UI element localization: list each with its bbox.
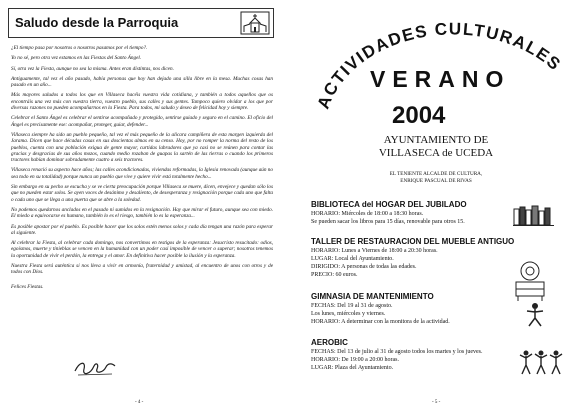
section-line: HORARIO: Miércoles de 18:00 a 18:30 horas. (311, 211, 424, 217)
section-line: Se pueden sacar los libros para 15 días, renovable para otros 15. (311, 219, 465, 225)
section-title: GIMNASIA DE MANTENIMIENTO (311, 292, 434, 301)
letter-paragraph: Villaseca siempre ha sido un pueblo pequeño, tal vez el más pequeño de la alicara campiñera de esta margen izquierda del Jarama. Dicen que hace décadas casas en sus doscientas almas en su censo. Hoy, por no romper la norma del resto de los pueblos, cuenta con una población exigua de gente mayor, curtidas labradores que ya casi no se reúnen para contar las gracias y desgracias de sus años mozos, cuando medio rozaban de guapas la sartén de las tierras o cuando los primeros tractores habían dominar sobradamente cuatro a seis tractores. (11, 131, 273, 164)
letter-paragraph: Sí, otra vez la Fiesta, aunque no sea la misma. Antes eran distintas, nos dicen. (11, 65, 174, 72)
section-line: FECHAS: Del 19 al 31 de agosto. (311, 303, 393, 309)
greeting-header (8, 8, 274, 38)
letter-body (11, 45, 273, 294)
section-title: AEROBIC (311, 338, 348, 347)
section-line: FECHAS: Del 13 de julio al 31 de agosto todos los martes y los jueves. (311, 349, 483, 355)
season-title: VERANO (370, 66, 511, 92)
antique-furniture-icon (512, 260, 548, 302)
section-title: TALLER DE RESTAURACION DEL MUEBLE ANTIGUO (311, 237, 515, 246)
section-biblioteca (311, 200, 467, 226)
section-line: HORARIO: De 19:00 a 20:00 horas. (311, 357, 399, 363)
letter-paragraph: Villaseca renació su aspecto hace años; las calles acondicionadas, viviendas reformadas, la Iglesia renovada (aunque aún no sea todo en su totalidad) porque nunca un pueblo que vive y quiere vivir está totalmente hecho... (11, 167, 273, 180)
credits-line-2: ENRIQUE PASCUAL DE RIVAS (400, 177, 472, 184)
credits-line-1: EL TENIENTE ALCALDE DE CULTURA, (389, 171, 483, 177)
organizer-line-2: VILLASECA de UCEDA (378, 147, 494, 159)
section-line: PRECIO: 60 euros. (311, 272, 358, 278)
section-taller (311, 237, 514, 279)
letter-paragraph: Nuestra Fiesta será auténtica si nos lleva a vivir en armonía, fraternidad y amistad, al encuentro de unos con otros y de todos con Dios. (11, 263, 273, 276)
letter-paragraph: Sin embargo en su pecho se escucha y se ve cierta preocupación porque Villaseca se muere, dicen, envejece y quedan sólo los que no pueden estar solos. Se ayen voces de desánimo y desaliento, de desesperanza y resignación porque cada uno que falta o cada uno que se llega a una puerta que se abre a la soledad. (11, 184, 273, 203)
section-line: LUGAR: Local del Ayuntamiento. (311, 256, 394, 262)
greeting-title: Saludo desde la Parroquia (15, 15, 179, 30)
section-line: HORARIO: Lunes a Viernes de 18:00 a 20:30 horas. (311, 248, 438, 254)
letter-paragraph: Yo no sé, pero otra vez estamos en las Fiestas del Santo Ángel. (11, 55, 142, 62)
books-icon (512, 203, 556, 227)
credits (290, 171, 582, 184)
year-title: 2004 (392, 102, 446, 129)
letter-paragraph: Antiguamente, tal vez el año pasado, había personas que hoy han dejado una silla libre en la mesa. Muchas cosas han pasado en un año... (11, 75, 273, 89)
signature-icon (72, 357, 118, 379)
church-icon (240, 11, 270, 35)
letter-paragraph: Es posible apostar por el pueblo. Es posible hacer que los solos estén menos solos y cada día tengan una razón para esperar al siguiente. (11, 223, 273, 236)
left-page (0, 0, 290, 411)
gymnast-icon (524, 302, 546, 328)
section-title: BIBLIOTECA del HOGAR DEL JUBILADO (311, 200, 467, 209)
section-line: Los lunes, miércoles y viernes. (311, 311, 386, 317)
letter-paragraph: Más mayores saludos a todos los que en Villaseca hacéis vuestra vida cotidiana, y también a todos aquellos que os encontráis una vez más con vuestra tierra, vuestro pueblo, sus calles y sus gentes. Tampoco quiero olvidar a los que por diversas razones no pueden acompañarnos en la Fiesta. Para todos, mi saludo y deseo de felicidad hoy y siempre. (11, 92, 273, 112)
letter-paragraph: ¿El tiempo pasa por nosotros o nosotros pasamos por el tiempo?. (11, 45, 148, 51)
aerobic-dancers-icon (518, 348, 564, 376)
page-number-right: - 5 - (432, 400, 441, 405)
section-gimnasia (311, 292, 450, 326)
section-line: LUGAR: Plaza del Ayuntamiento. (311, 365, 394, 371)
letter-paragraph: Celebrar el Santo Ángel es celebrar el sentirse acompañado y protegido, sentirse guiado y seguro en el camino. El oficio del Ángel es precisamente ese: acompañar, proteger, guiar, defender... (11, 115, 273, 128)
letter-paragraph: No podemos quedarnos anclados en el pasado ni sumidos en la resignación. Hay que mirar el futuro, aunque sea con miedo. El miedo a equivocarse es humano, también lo es el riesgo, también lo es la esperanza... (11, 206, 273, 220)
letter-closing: Felices Fiestas. (11, 283, 44, 290)
organizer-line-1: AYUNTAMIENTO DE (383, 134, 489, 146)
page-number-left: - 4 - (135, 400, 144, 405)
section-aerobic (311, 338, 483, 372)
arc-title-text: ACTIVIDADES CULTURALES (313, 19, 565, 112)
section-line: HORARIO: A determinar con la monitora de la actividad. (311, 319, 450, 325)
letter-paragraph: Al celebrar la Fiesta, al celebrar cada domingo, nos convertimos en testigos de la esperanza: Jesucristo resucitado: odios, egoísmos, muerte y tinieblas se vencen en la humanidad con un poder casi imposible de vencer o superar; nosotros tenemos la oportunidad de vivir el perdón, la entrega y el amor. En definitiva hacer posible la ilusión y la esperanza. (11, 240, 273, 259)
section-line: DIRIGIDO: A personas de todas las edades. (311, 264, 417, 270)
right-page (290, 0, 582, 411)
